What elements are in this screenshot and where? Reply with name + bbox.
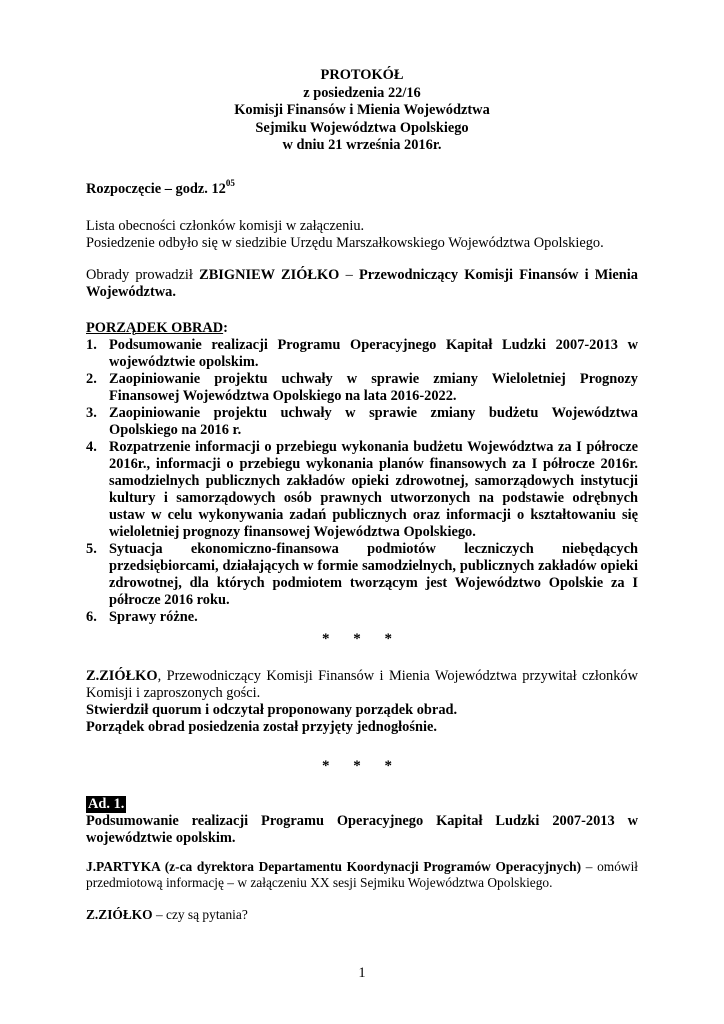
ad1-question-paragraph — [86, 907, 638, 923]
agenda-item-number: 3. — [86, 405, 97, 421]
attendance-paragraph — [86, 218, 638, 252]
agenda-item-text: Zaopiniowanie projektu uchwały w sprawie zmiany budżetu Województwa Opolskiego na 2016 r. — [109, 405, 638, 438]
chair-dash: – — [339, 267, 359, 283]
agenda-section — [86, 320, 638, 626]
title-line-committee: Komisji Finansów i Mienia Województwa — [234, 102, 490, 119]
agenda-item-text: Zaopiniowanie projektu uchwały w sprawie zmiany Wieloletniej Prognozy Finansowej Województwa Opolskiego na lata 2016-2022. — [109, 371, 638, 404]
section-separator: * * * — [322, 631, 402, 647]
ad1-section — [86, 796, 638, 847]
ad1-speaker: J.PARTYKA (z-ca dyrektora Departamentu Koordynacji Programów Operacyjnych) — [86, 859, 582, 874]
start-time-minutes: 05 — [225, 178, 235, 189]
document-title — [86, 67, 638, 155]
agenda-heading — [86, 320, 638, 337]
opening-paragraph — [86, 668, 638, 702]
agenda-item-number: 4. — [86, 439, 97, 455]
agenda-item-number: 5. — [86, 541, 97, 557]
opening-text: , Przewodniczący Komisji Finansów i Mienia Województwa przywitał członków Komisji i zaproszonych gości. — [86, 668, 638, 701]
agenda-list — [86, 337, 638, 626]
agenda-item-number: 6. — [86, 609, 97, 625]
agenda-item-number: 1. — [86, 337, 97, 353]
agenda-heading-colon: : — [223, 320, 228, 336]
agenda-item-text: Sytuacja ekonomiczno-finansowa podmiotów leczniczych niebędących przedsiębiorcami, działających w formie samodzielnych, publicznych zakładów opieki zdrowotnej, dla których podmiotem tworzącym jest Województwo Opolskie za I półrocze 2016 roku. — [109, 541, 638, 608]
agenda-item — [86, 405, 638, 439]
ad1-speaker-text: – omówił przedmiotową informację – w załączeniu XX sesji Sejmiku Województwa Opolskiego. — [86, 859, 639, 890]
agenda-heading-text: PORZĄDEK OBRAD — [86, 320, 224, 336]
title-line-session: z posiedzenia 22/16 — [303, 84, 421, 101]
start-time-label: Rozpoczęcie – godz. 12 — [86, 181, 226, 197]
section-separator: * * * — [322, 758, 402, 774]
agenda-item — [86, 337, 638, 371]
title-line-protocol: PROTOKÓŁ — [320, 67, 404, 83]
agenda-item-text: Podsumowanie realizacji Programu Operacyjnego Kapitał Ludzki 2007-2013 w województwie opolskim. — [109, 337, 638, 370]
agenda-item-number: 2. — [86, 371, 97, 387]
agenda-item — [86, 371, 638, 405]
page-number: 1 — [358, 965, 366, 981]
agenda-item — [86, 609, 638, 626]
attendance-line-2: Posiedzenie odbyło się w siedzibie Urzędu Marszałkowskiego Województwa Opolskiego. — [86, 235, 604, 251]
start-time — [86, 178, 638, 198]
agenda-item-text: Sprawy różne. — [109, 609, 198, 625]
chair-prefix: Obrady prowadził — [86, 267, 200, 283]
quorum-statement: Stwierdził quorum i odczytał proponowany porządek obrad. — [86, 702, 458, 718]
opening-speaker: Z.ZIÓŁKO — [86, 668, 158, 684]
chair-name: ZBIGNIEW ZIÓŁKO — [199, 267, 340, 283]
agenda-item — [86, 541, 638, 609]
agenda-item-text: Rozpatrzenie informacji o przebiegu wykonania budżetu Województwa za I półrocze 2016r., informacji o przebiegu wykonania planów finansowych za I półrocze 2016r. samodzielnych publicznych zakładów opieki zdrowotnej, samorządowych instytucji kultury i samorządowych osób prawnych utworzonych na podstawie odrębnych ustaw w celu wykonywania zadań publicznych oraz informacji o kształtowaniu się wieloletniej prognozy finansowej Województwa Opolskiego. — [109, 439, 638, 540]
ad1-speaker-paragraph — [86, 859, 638, 891]
chair-paragraph — [86, 267, 638, 301]
title-line-date: w dniu 21 września 2016r. — [282, 137, 442, 154]
title-line-assembly: Sejmiku Województwa Opolskiego — [255, 119, 469, 136]
agenda-item — [86, 439, 638, 541]
ad1-question-text: – czy są pytania? — [152, 907, 248, 922]
ad1-title: Podsumowanie realizacji Programu Operacyjnego Kapitał Ludzki 2007-2013 w województwie opolskim. — [86, 813, 638, 846]
ad1-label: Ad. 1. — [88, 796, 125, 812]
chair-role: Przewodniczący Komisji Finansów i Mienia Województwa. — [86, 267, 638, 300]
ad1-question-speaker: Z.ZIÓŁKO — [86, 907, 153, 922]
agenda-accepted-statement: Porządek obrad posiedzenia został przyjęty jednogłośnie. — [86, 719, 437, 735]
attendance-line-1: Lista obecności członków komisji w załączeniu. — [86, 218, 365, 234]
opening-section — [86, 668, 638, 736]
